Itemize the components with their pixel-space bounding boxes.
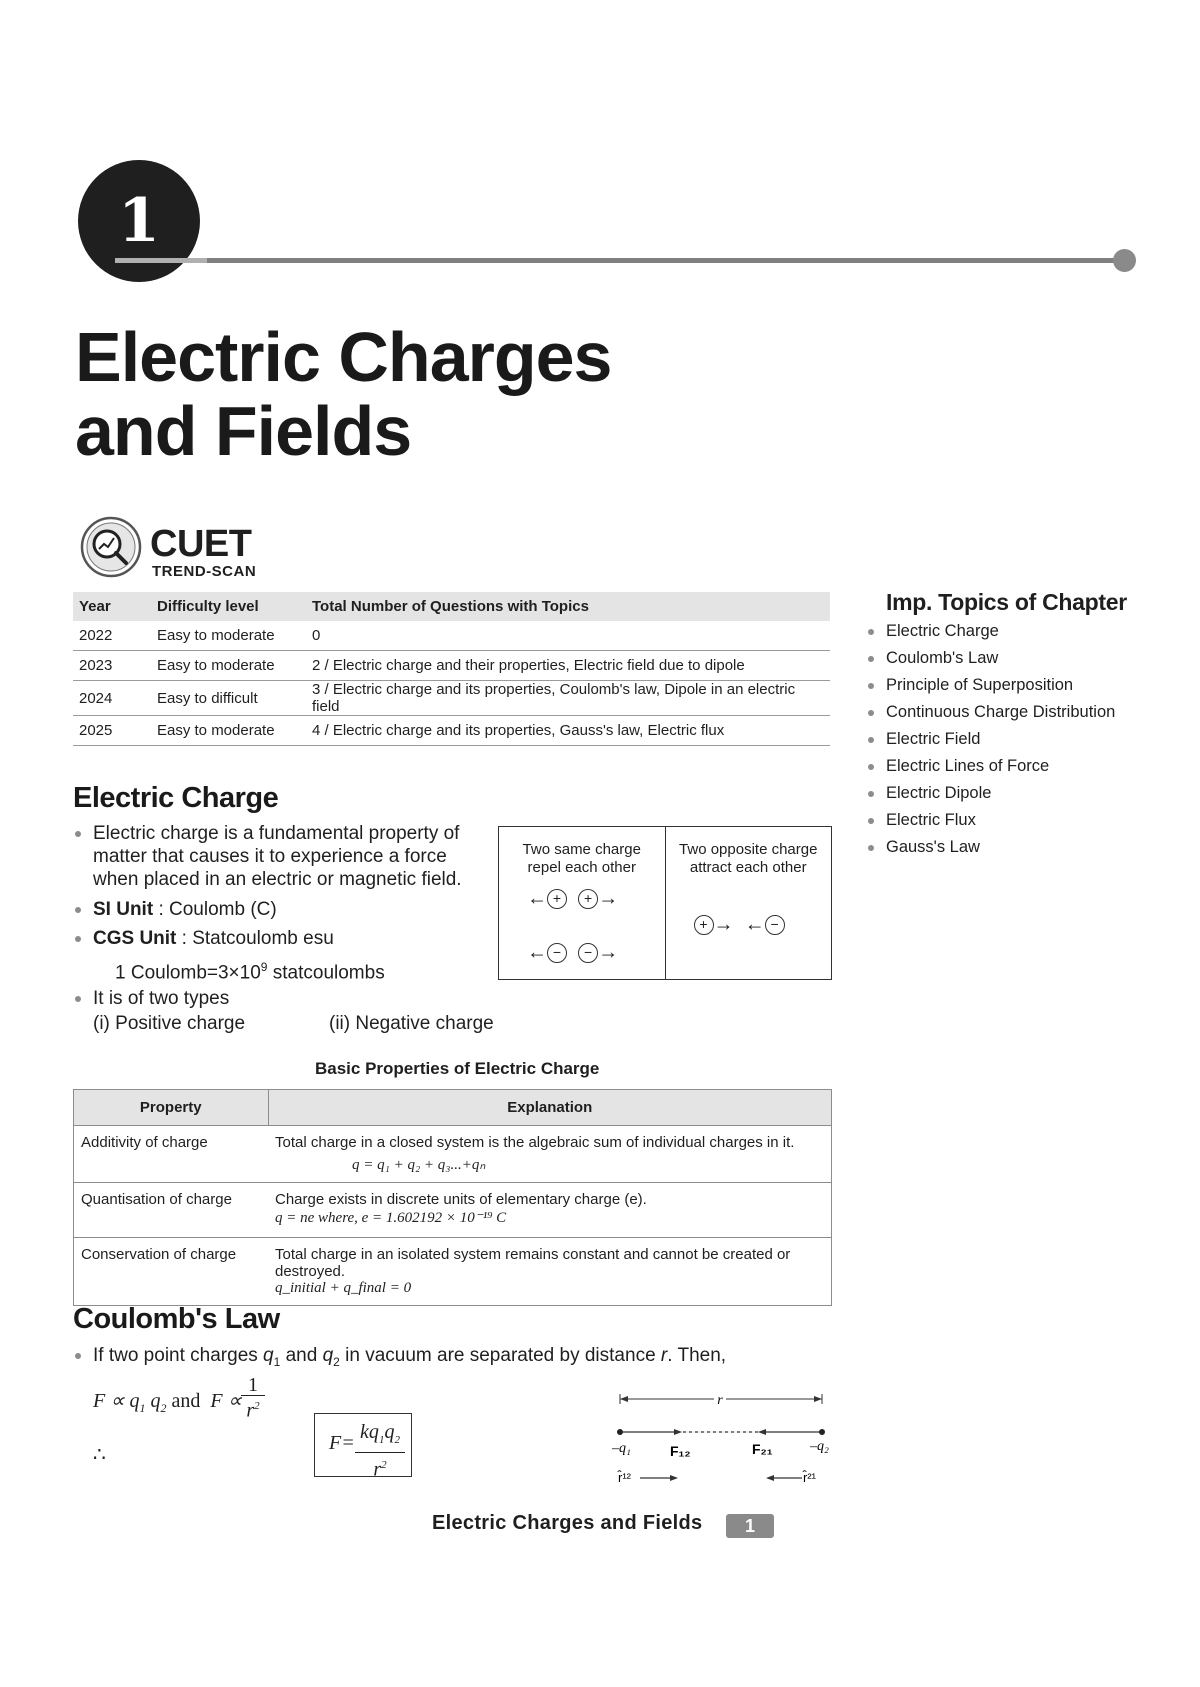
list-item: Continuous Charge Distribution xyxy=(866,699,1115,726)
bullet-dot xyxy=(75,831,81,837)
charge-q2-point xyxy=(819,1429,825,1435)
coulomb-statement-d: . Then, xyxy=(667,1345,727,1366)
property-explanation-text: Charge exists in discrete units of elementary charge (e). xyxy=(275,1191,647,1208)
trend-header-difficulty: Difficulty level xyxy=(151,592,306,621)
coulomb-formula-box xyxy=(314,1413,412,1481)
list-item: Electric Dipole xyxy=(866,780,1115,807)
trend-table xyxy=(73,592,830,746)
repel-panel xyxy=(499,827,665,979)
trend-cell-questions: 2 / Electric charge and their properties, Electric field due to dipole xyxy=(306,651,830,681)
properties-table xyxy=(73,1089,832,1306)
property-name: Conservation of charge xyxy=(74,1238,269,1306)
attract-pair: + → ← − xyxy=(694,915,785,935)
proportionality-relation: $F \propto q_1$ $q_2$ and F ∝ xyxy=(93,1390,242,1415)
list-item: Principle of Superposition xyxy=(866,672,1115,699)
therefore-symbol: ∴ xyxy=(93,1444,106,1466)
properties-header-explanation: Explanation xyxy=(268,1090,832,1126)
property-equation: q_initial + q_final = 0 xyxy=(275,1280,412,1296)
coulomb-heading: Coulomb's Law xyxy=(73,1303,280,1335)
si-unit-value: : Coulomb (C) xyxy=(158,899,277,920)
inverse-square-fraction: 1 $r^2$ xyxy=(241,1375,265,1421)
imp-topics-list xyxy=(866,618,1115,861)
table-row xyxy=(73,621,830,651)
chapter-title-line2: and Fields xyxy=(75,392,412,470)
positive-charge-icon: + xyxy=(547,889,567,909)
chapter-divider-accent xyxy=(115,258,207,263)
charge-q1-point xyxy=(617,1429,623,1435)
repel-negative-pair: ← − − → xyxy=(527,941,619,964)
bullet-dot xyxy=(75,996,81,1002)
type-positive: (i) Positive charge xyxy=(93,1013,246,1034)
repel-caption: Two same charge repel each other xyxy=(522,841,641,876)
unit-vector-r12-arrowhead xyxy=(670,1475,678,1481)
cgs-unit-line xyxy=(93,927,334,950)
force-f21-arrowhead xyxy=(758,1429,766,1435)
trend-cell-questions: 3 / Electric charge and its properties, Coulomb's law, Dipole in an electric field xyxy=(306,681,830,716)
imp-topics-title: Imp. Topics of Chapter xyxy=(886,589,1127,615)
charge-definition xyxy=(93,822,493,891)
positive-charge-icon: + xyxy=(694,915,714,935)
unit-vector-r12-label: r̂¹² xyxy=(618,1470,631,1485)
coulomb-statement-a: If two point charges xyxy=(93,1345,258,1366)
table-row xyxy=(73,716,830,746)
chapter-number: 1 xyxy=(118,186,160,256)
type-negative: (ii) Negative charge xyxy=(329,1013,494,1034)
property-equation: q = ne where, e = 1.602192 × 10⁻¹⁹ C xyxy=(275,1210,507,1226)
force-f21-label: F₂₁ xyxy=(752,1441,773,1457)
trend-cell-questions: 0 xyxy=(306,621,830,651)
unit-vector-r21-arrowhead xyxy=(766,1475,774,1481)
chapter-divider xyxy=(115,258,1125,263)
chapter-title xyxy=(75,320,611,468)
trend-table-header xyxy=(73,592,830,621)
chapter-title-line1: Electric Charges xyxy=(75,318,612,396)
trend-scan-subtitle: TREND-SCAN xyxy=(152,563,257,580)
trend-scan-icon xyxy=(80,516,142,578)
table-row xyxy=(73,651,830,681)
coulomb-statement-b: and xyxy=(285,1345,318,1366)
table-row xyxy=(74,1126,832,1183)
unit-vector-r21-label: r̂²¹ xyxy=(803,1470,816,1485)
attract-panel xyxy=(665,827,832,979)
trend-cell-year: 2024 xyxy=(73,681,151,716)
si-unit-label: SI Unit xyxy=(93,899,154,920)
coulomb-force-diagram xyxy=(600,1380,840,1490)
chapter-number-badge xyxy=(78,160,200,282)
conversion-prefix: 1 Coulomb=3×10 xyxy=(115,962,261,984)
cgs-unit-value: : Statcoulomb esu xyxy=(181,928,334,949)
properties-header-property: Property xyxy=(74,1090,269,1126)
trend-cell-difficulty: Easy to moderate xyxy=(151,621,306,651)
property-equation: q = q₁ + q₂ + q₃...+qₙ xyxy=(352,1157,486,1173)
trend-scan-title: CUET xyxy=(150,523,252,565)
charge-q2-label: –q₂ xyxy=(810,1439,829,1454)
trend-cell-year: 2022 xyxy=(73,621,151,651)
cgs-unit-label: CGS Unit xyxy=(93,928,177,949)
list-item: Electric Flux xyxy=(866,807,1115,834)
trend-cell-questions: 4 / Electric charge and its properties, Gauss's law, Electric flux xyxy=(306,716,830,746)
coulomb-statement: If two point charges $q_1$ and $q_2$ in vacuum are separated by distance r. Then, xyxy=(93,1344,726,1374)
negative-charge-icon: − xyxy=(547,943,567,963)
table-row xyxy=(74,1183,832,1238)
charge-definition-text: Electric charge is a fundamental property of matter that causes it to experience a force when placed in an electric or magnetic field. xyxy=(93,823,462,890)
positive-charge-icon: + xyxy=(578,889,598,909)
charge-q1-label: –q₁ xyxy=(612,1441,631,1456)
table-row xyxy=(74,1238,832,1306)
negative-charge-icon: − xyxy=(765,915,785,935)
attract-caption: Two opposite charge attract each other xyxy=(679,841,818,876)
conversion-line xyxy=(115,956,385,984)
property-name: Quantisation of charge xyxy=(74,1183,269,1238)
chapter-divider-dot xyxy=(1113,249,1136,272)
trend-cell-year: 2023 xyxy=(73,651,151,681)
trend-cell-difficulty: Easy to difficult xyxy=(151,681,306,716)
property-explanation xyxy=(268,1183,832,1238)
repel-positive-pair: ← + + → xyxy=(527,887,619,910)
list-item: Electric Charge xyxy=(866,618,1115,645)
property-explanation-text: Total charge in an isolated system remains constant and cannot be created or destroyed. xyxy=(275,1246,791,1280)
types-line xyxy=(93,987,229,1010)
distance-arrowhead-right xyxy=(814,1396,822,1402)
property-explanation-text: Total charge in a closed system is the algebraic sum of individual charges in it. xyxy=(275,1134,795,1151)
list-item: Electric Lines of Force xyxy=(866,753,1115,780)
trend-cell-year: 2025 xyxy=(73,716,151,746)
trend-cell-difficulty: Easy to moderate xyxy=(151,651,306,681)
list-item: Coulomb's Law xyxy=(866,645,1115,672)
property-explanation xyxy=(268,1238,832,1306)
trend-cell-difficulty: Easy to moderate xyxy=(151,716,306,746)
bullet-dot xyxy=(75,936,81,942)
table-row xyxy=(73,681,830,716)
formula-fraction: $kq_1q_2$ $r^2$ xyxy=(355,1420,405,1482)
properties-title: Basic Properties of Electric Charge xyxy=(315,1059,600,1078)
bullet-dot xyxy=(75,1353,81,1359)
list-item: Electric Field xyxy=(866,726,1115,753)
conversion-exponent: 9 xyxy=(260,960,268,974)
property-name: Additivity of charge xyxy=(74,1126,269,1183)
trend-header-questions: Total Number of Questions with Topics xyxy=(306,592,830,621)
distance-arrowhead-left xyxy=(620,1396,628,1402)
si-unit-line xyxy=(93,898,277,921)
coulomb-statement-c: in vacuum are separated by distance xyxy=(345,1345,656,1366)
footer-title: Electric Charges and Fields xyxy=(432,1512,703,1534)
list-item: Gauss's Law xyxy=(866,834,1115,861)
force-f12-arrowhead xyxy=(674,1429,682,1435)
negative-charge-icon: − xyxy=(578,943,598,963)
distance-label: r xyxy=(717,1393,723,1408)
trend-header-year: Year xyxy=(73,592,151,621)
formula-lhs: F= xyxy=(329,1432,355,1454)
page-number-badge: 1 xyxy=(726,1514,774,1538)
properties-header xyxy=(74,1090,832,1126)
charge-interaction-box xyxy=(498,826,832,980)
conversion-suffix: statcoulombs xyxy=(267,962,385,984)
force-f12-label: F₁₂ xyxy=(670,1443,691,1459)
bullet-dot xyxy=(75,907,81,913)
property-explanation xyxy=(268,1126,832,1183)
types-intro: It is of two types xyxy=(93,988,230,1009)
electric-charge-heading: Electric Charge xyxy=(73,782,279,814)
